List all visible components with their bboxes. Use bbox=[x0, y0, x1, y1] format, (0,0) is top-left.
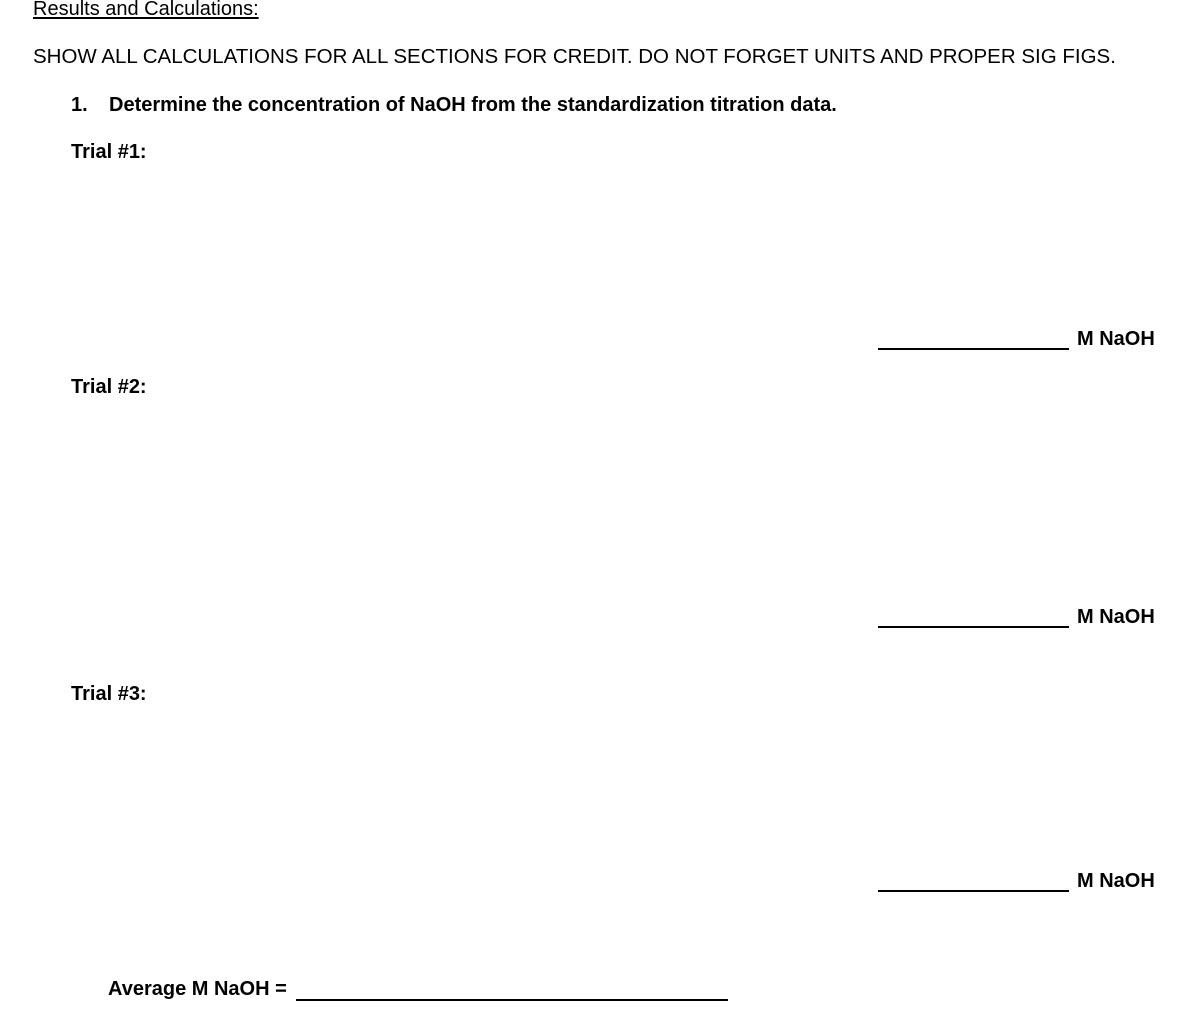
trial-2-answer-line[interactable] bbox=[878, 626, 1069, 628]
average-label: Average M NaOH = bbox=[108, 978, 287, 1000]
trial-3-unit: M NaOH bbox=[1077, 870, 1155, 892]
trial-1-unit: M NaOH bbox=[1077, 328, 1155, 350]
question-number: 1. bbox=[71, 94, 88, 116]
instructions-text: SHOW ALL CALCULATIONS FOR ALL SECTIONS FOR CREDIT. DO NOT FORGET UNITS AND PROPER SIG FIGS. bbox=[33, 45, 1116, 68]
trial-2-label: Trial #2: bbox=[71, 376, 147, 398]
trial-1-label: Trial #1: bbox=[71, 141, 147, 163]
trial-3-answer-line[interactable] bbox=[878, 890, 1069, 892]
average-answer-line[interactable] bbox=[296, 999, 728, 1001]
trial-2-unit: M NaOH bbox=[1077, 606, 1155, 628]
section-title: Results and Calculations: bbox=[33, 0, 259, 20]
trial-1-answer-line[interactable] bbox=[878, 348, 1069, 350]
trial-3-label: Trial #3: bbox=[71, 683, 147, 705]
question-text: Determine the concentration of NaOH from the standardization titration data. bbox=[109, 94, 837, 116]
